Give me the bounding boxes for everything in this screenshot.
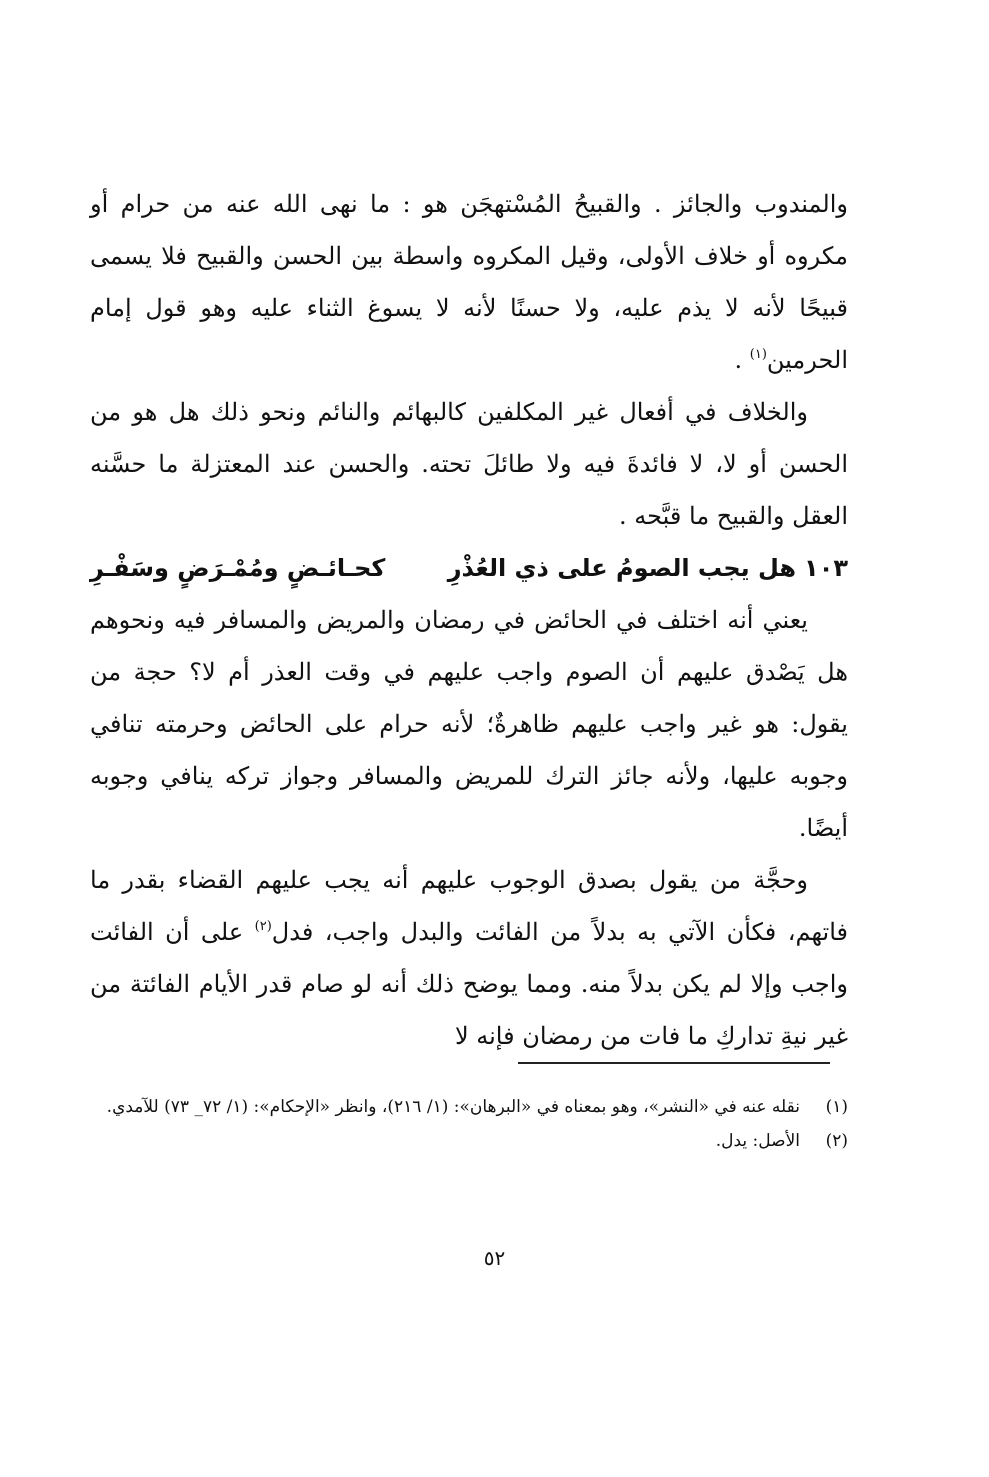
footnote-ref-1: (١): [749, 347, 767, 362]
footnote-ref-2: (٢): [254, 919, 272, 934]
verse-hemistich-1: هل يجب الصومُ على ذي العُذْرِ: [447, 554, 797, 582]
explanation-paragraph: يعني أنه اختلف في الحائض في رمضان والمريض والمسافر فيه ونحوهم هل يَصْدق عليهم أن الصوم واجب عليهم في وقت العذر أم لا؟ حجة من يقول: هو غير واجب عليهم ظاهرةٌ؛ لأنه حرام على الحائض وحرمته تنافي وجوبه عليها، ولأنه جائز الترك للمريض والمسافر وجواز تركه ينافي وجوبه أيضًا.: [90, 606, 848, 842]
verse-hemistich-2: كحـائـضٍ ومُمْـرَضٍ وسَفْـرِ: [90, 554, 386, 582]
footnote-2-number: (٢): [825, 1131, 848, 1151]
intro-line-1: والمندوب والجائز . والقبيحُ المُسْتهجَن هو : ما نهى الله عنه من حرام أو: [90, 190, 848, 218]
footnote-1-text: نقله عنه في «النشر»، وهو بمعناه في «البرهان»: (١/ ٢١٦)، وانظر «الإحكام»: (١/ ٧٢_ ٧٣) للآمدي.: [106, 1097, 800, 1117]
intro-line-4-end: .: [734, 346, 750, 374]
intro-line-4: قول إمام الحرمين: [90, 294, 848, 374]
footnote-1-number: (١): [825, 1097, 848, 1117]
footnote-separator: [518, 1062, 830, 1064]
intro-line-3: يسمى قبيحًا لأنه لا يذم عليه، ولا حسنًا لأنه لا يسوغ الثناء عليه وهو: [90, 242, 848, 322]
argument-text-before: وحجَّة من يقول بصدق الوجوب عليهم أنه يجب عليهم القضاء بقدر ما فاتهم، فكأن الآتي به بدلاً من الفائت والبدل واجب، فدل: [90, 866, 848, 946]
footnote-2: [90, 1124, 848, 1158]
second-paragraph: والخلاف في أفعال غير المكلفين كالبهائم والنائم ونحو ذلك هل هو من الحسن أو لا، لا فائدةَ فيه ولا طائلَ تحته. والحسن عند المعتزلة ما حسَّنه العقل والقبيح ما قبَّحه .: [90, 398, 848, 530]
page-number: ٥٢: [483, 1246, 506, 1270]
main-text: [90, 178, 848, 1062]
footnote-2-text: الأصل: يدل.: [715, 1131, 800, 1151]
intro-paragraph: [90, 178, 848, 386]
intro-line-2: مكروه أو خلاف الأولى، وقيل المكروه واسطة بين الحسن والقبيح فلا: [161, 242, 848, 270]
argument-paragraph: [90, 854, 848, 1062]
footnotes: [90, 1090, 848, 1158]
verse-gap: [385, 542, 447, 594]
verse-heading: [90, 542, 848, 594]
verse-number: ١٠٣: [804, 554, 848, 582]
footnote-1: [90, 1090, 848, 1124]
argument-text-after: على أن الفائت واجب وإلا لم يكن بدلاً منه. ومما يوضح ذلك أنه لو صام قدر الأيام الفائتة من غير نيةِ تداركِ ما فات من رمضان فإنه لا: [90, 918, 848, 1050]
